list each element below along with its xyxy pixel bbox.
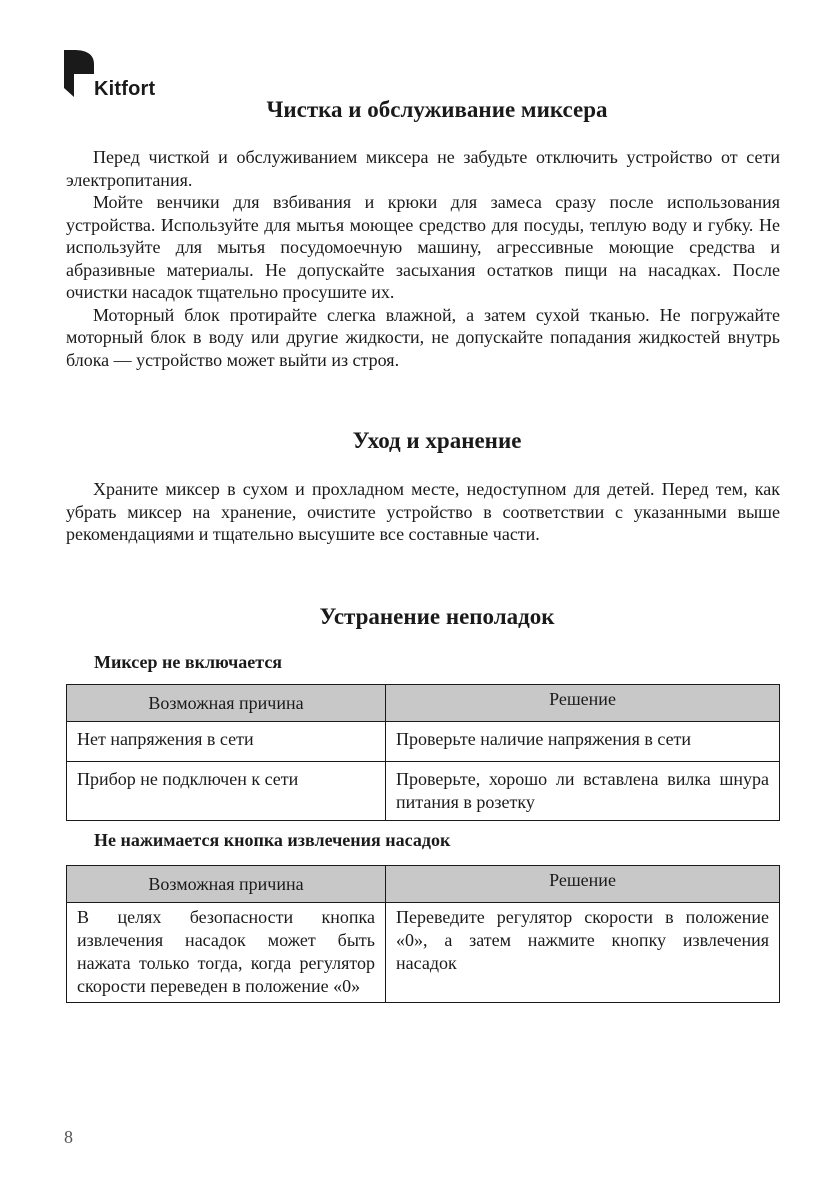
- cleaning-text: [66, 146, 780, 371]
- column-header-cause: Возможная причина: [67, 866, 386, 903]
- care-title: Уход и хранение: [352, 428, 522, 453]
- table-header-row: [67, 866, 780, 903]
- cleaning-paragraph: Моторный блок протирайте слегка влажной, а затем сухой тканью. Не погружайте моторный блок в воду или другие жидкости, не допускайте попадания жидкостей внутрь блока — устройство может выйти из строя.: [66, 304, 780, 370]
- cause-cell: В целях безопасности кнопка извлечения насадок может быть нажата только тогда, когда регулятор скорости переведен в положение «0»: [67, 903, 386, 1003]
- table-row: [67, 722, 780, 762]
- care-paragraph: Храните миксер в сухом и прохладном месте, недоступном для детей. Перед тем, как убрать миксер на хранение, очистите устройство в соответствии с указанными выше рекомендациями и тщательно высушите все составные части.: [66, 479, 780, 544]
- solution-cell: Проверьте, хорошо ли вставлена вилка шнура питания в розетку: [386, 762, 780, 821]
- care-text: [66, 478, 780, 546]
- page-number: 8: [64, 1127, 73, 1147]
- cause-cell: Прибор не подключен к сети: [67, 762, 386, 821]
- troubleshooting-table: [66, 684, 780, 821]
- column-header-cause: Возможная причина: [67, 685, 386, 722]
- column-header-solution: Решение: [386, 685, 780, 722]
- logo-wordmark: Kitfort: [94, 78, 156, 100]
- troubleshooting-title: Устранение неполадок: [319, 604, 555, 629]
- problem-heading: Не нажимается кнопка извлечения насадок: [94, 830, 451, 850]
- cleaning-paragraph: Перед чисткой и обслуживанием миксера не забудьте отключить устройство от сети электропитания.: [66, 147, 780, 190]
- column-header-solution: Решение: [386, 866, 780, 903]
- cleaning-title: Чистка и обслуживание миксера: [266, 97, 608, 122]
- kitfort-logo-icon: [64, 50, 98, 100]
- table-row: [67, 762, 780, 821]
- problem-heading: Миксер не включается: [94, 652, 283, 672]
- table-header-row: [67, 685, 780, 722]
- solution-cell: Проверьте наличие напряжения в сети: [386, 722, 780, 762]
- cleaning-paragraph: Мойте венчики для взбивания и крюки для замеса сразу после использования устройства. Используйте для мытья моющее средство для посуды, теплую воду и губку. Не используйте для мытья посудомоечную машину, агрессивные моющие средства и абразивные материалы. Не допускайте засыхания остатков пищи на насадках. После очистки насадок тщательно просушите их.: [66, 192, 780, 302]
- brand-logo: [64, 50, 174, 102]
- solution-cell: Переведите регулятор скорости в положение «0», а затем нажмите кнопку извлечения насадок: [386, 903, 780, 1003]
- troubleshooting-table: [66, 865, 780, 1003]
- table-row: [67, 903, 780, 1003]
- cause-cell: Нет напряжения в сети: [67, 722, 386, 762]
